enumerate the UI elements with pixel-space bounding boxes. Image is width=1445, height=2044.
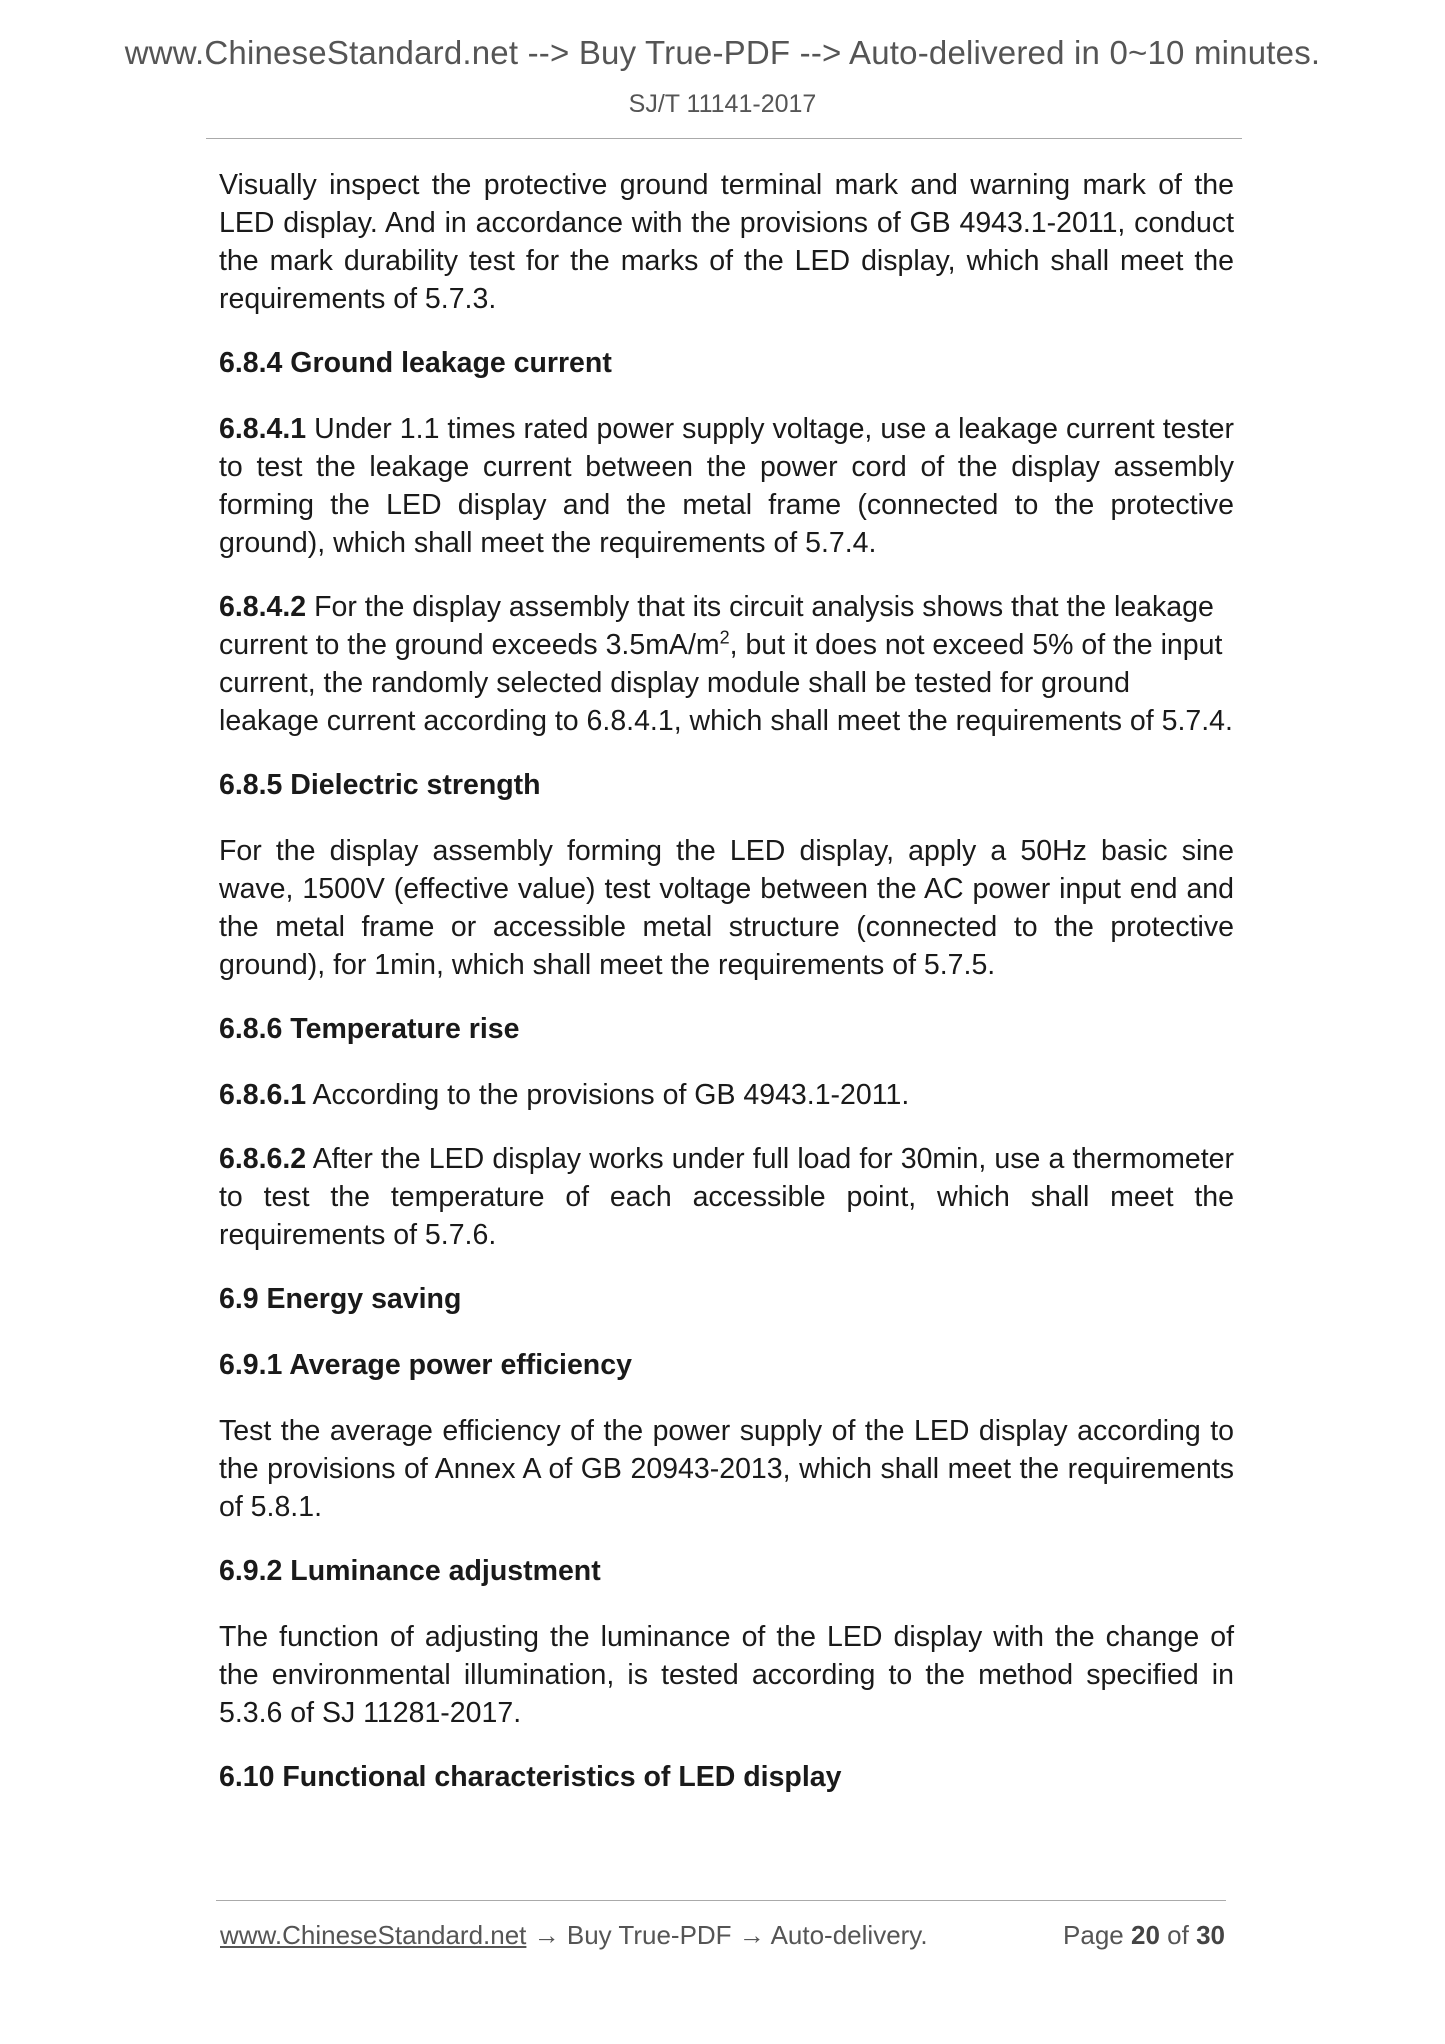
page-indicator [1063,1920,1225,1951]
heading-6-10: 6.10 Functional characteristics of LED display [219,1761,842,1793]
header-divider [206,138,1242,139]
clause-6-8-4-2 [219,588,1234,740]
footer-links [220,1920,928,1951]
paragraph-dielectric: For the display assembly forming the LED display, apply a 50Hz basic sine wave, 1500V (effective value) test voltage between the AC power input end and the metal frame or accessible metal structure (connected to the protective ground), for 1min, which shall meet the requirements of 5.7.5. [219,835,1234,981]
clause-text: According to the provisions of GB 4943.1-2011. [306,1079,910,1111]
clause-text: After the LED display works under full load for 30min, use a thermometer to test the temperature of each accessible point, which shall meet the requirements of 5.7.6. [219,1143,1234,1251]
document-id: SJ/T 11141-2017 [628,90,817,118]
footer-divider [216,1900,1226,1901]
clause-number: 6.8.4.2 [219,591,307,623]
site-link[interactable]: www.ChineseStandard.net [220,1920,527,1950]
heading-6-9: 6.9 Energy saving [219,1283,462,1315]
heading-6-8-4: 6.8.4 Ground leakage current [219,347,612,379]
page-label: Page [1063,1920,1124,1950]
clause-text-cont: , but it does not exceed 5% of the input current, the randomly selected display module shall be tested for ground leakage current according to 6.8.4.1, which shall meet the requirements of 5.7.4. [219,629,1233,737]
site-banner: www.ChineseStandard.net --> Buy True-PDF --> Auto-delivered in 0~10 minutes. [124,34,1321,71]
heading-6-9-2: 6.9.2 Luminance adjustment [219,1555,601,1587]
clause-6-8-6-1 [219,1076,1234,1114]
clause-6-8-6-2 [219,1140,1234,1254]
superscript: 2 [719,627,730,648]
paragraph-mark-inspection: Visually inspect the protective ground terminal mark and warning mark of the LED display. And in accordance with the provisions of GB 4943.1-2011, conduct the mark durability test for the marks of the LED display, which shall meet the requirements of 5.7.3. [219,169,1234,315]
heading-6-8-5: 6.8.5 Dielectric strength [219,769,541,801]
page-total: 30 [1196,1920,1225,1950]
page-number: 20 [1131,1920,1160,1950]
clause-6-8-4-1 [219,410,1234,562]
heading-6-9-1: 6.9.1 Average power efficiency [219,1349,632,1381]
of-label: of [1167,1920,1189,1950]
footer-buy-text: → Buy True-PDF → Auto-delivery. [526,1920,928,1950]
page-content [219,166,1234,1824]
clause-number: 6.8.6.1 [219,1079,307,1111]
clause-text: For the display assembly that its circuit analysis shows that the leakage current to the ground exceeds 3.5mA/m [219,591,1214,661]
heading-6-8-6: 6.8.6 Temperature rise [219,1013,520,1045]
clause-number: 6.8.4.1 [219,413,307,445]
clause-text: Under 1.1 times rated power supply voltage, use a leakage current tester to test the leakage current between the power cord of the display assembly forming the LED display and the metal frame (connected to the protective ground), which shall meet the requirements of 5.7.4. [219,413,1234,559]
clause-number: 6.8.6.2 [219,1143,307,1175]
paragraph-luminance: The function of adjusting the luminance of the LED display with the change of the environmental illumination, is tested according to the method specified in 5.3.6 of SJ 11281-2017. [219,1621,1234,1729]
paragraph-power-efficiency: Test the average efficiency of the power supply of the LED display according to the provisions of Annex A of GB 20943-2013, which shall meet the requirements of 5.8.1. [219,1415,1234,1523]
